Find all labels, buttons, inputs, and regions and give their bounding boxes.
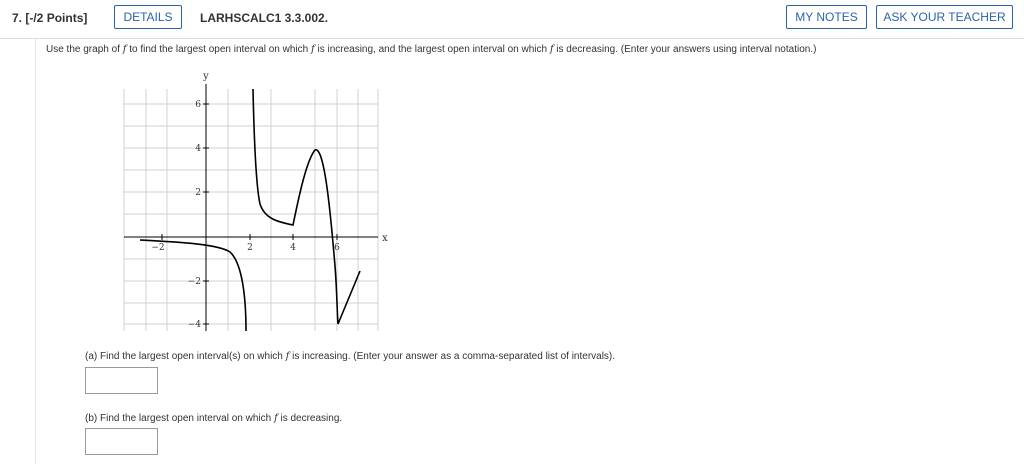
y-tick-label: −4: [187, 320, 201, 330]
y-tick-label: 4: [195, 144, 201, 154]
ask-teacher-button[interactable]: ASK YOUR TEACHER: [876, 5, 1013, 29]
function-graph: [118, 66, 390, 344]
y-axis-label: y: [203, 71, 209, 82]
function-curve: [140, 89, 360, 331]
problem-code: LARHSCALC1 3.3.002.: [200, 11, 329, 25]
points-label: [-/2 Points]: [25, 11, 88, 25]
x-tick-label: −2: [151, 243, 165, 253]
x-tick-label: 2: [247, 243, 253, 253]
part-b-question: (b) Find the largest open interval on which f is decreasing.: [85, 413, 343, 424]
y-tick-label: 6: [195, 100, 201, 110]
y-tick-label: 2: [195, 188, 201, 198]
question-number: 7. [-/2 Points]: [12, 11, 88, 25]
my-notes-button[interactable]: MY NOTES: [786, 5, 867, 29]
curve-middle-branch: [253, 89, 360, 324]
details-button[interactable]: DETAILS: [114, 5, 182, 29]
content-divider: [35, 38, 36, 464]
grid-lines: [124, 89, 378, 331]
question-prompt: Use the graph of f to find the largest open interval on which f is increasing, and the largest open interval on which f is decreasing. (Enter your answers using interval notation.): [46, 44, 817, 55]
question-header: [0, 0, 1024, 39]
x-axis-label: x: [382, 233, 388, 244]
part-a-question: (a) Find the largest open interval(s) on which f is increasing. (Enter your answer as a comma-separated list of intervals).: [85, 351, 616, 362]
part-b-answer-input[interactable]: [85, 428, 158, 455]
y-tick-label: −2: [187, 277, 201, 287]
part-a-answer-input[interactable]: [85, 367, 158, 394]
x-tick-label: 4: [290, 243, 296, 253]
x-tick-label: 6: [334, 243, 340, 253]
